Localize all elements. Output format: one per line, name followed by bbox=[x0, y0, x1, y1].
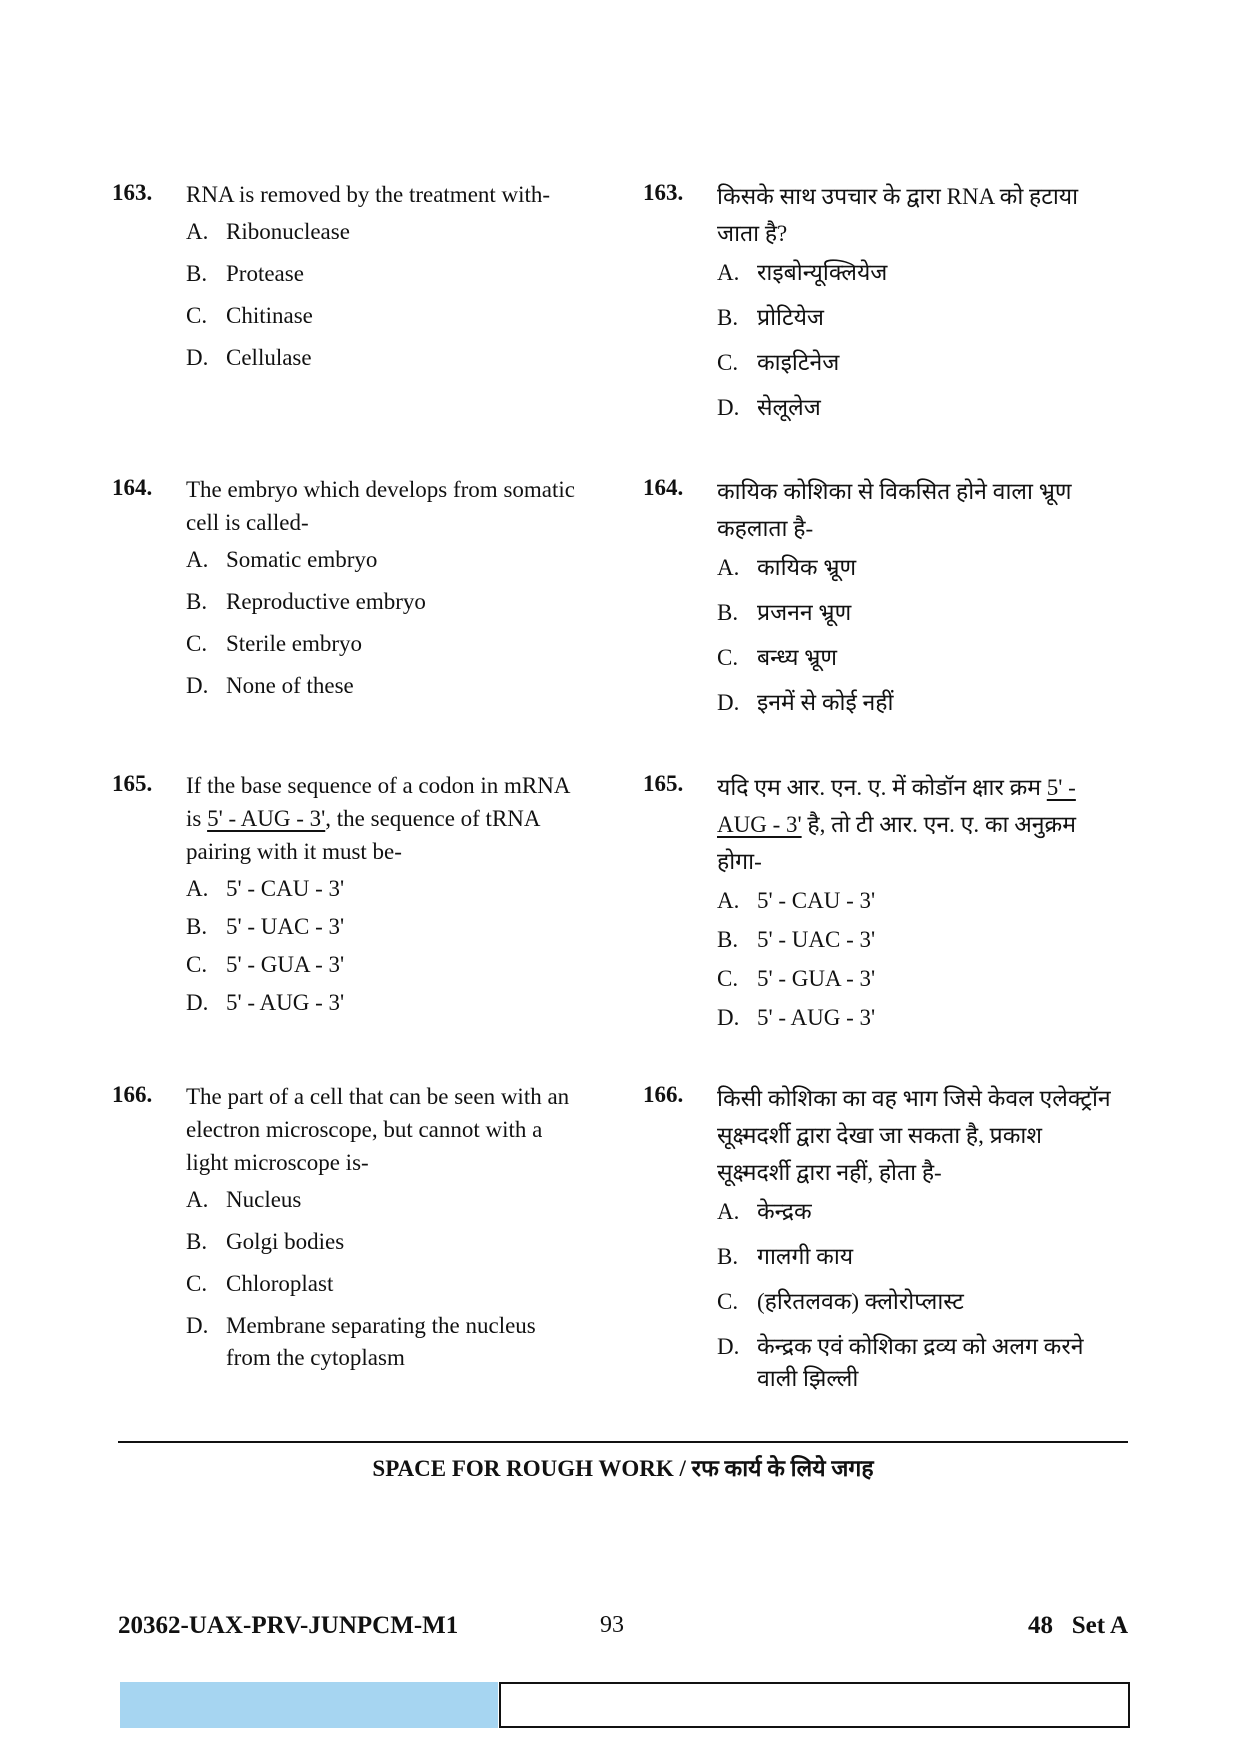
option-c: C. 5' - GUA - 3' bbox=[186, 952, 345, 977]
option-b: B. Golgi bodies bbox=[186, 1229, 345, 1254]
question-text: If the base sequence of a codon in mRNA is 5' - AUG - 3', the sequence of tRNA pairing with it must be- bbox=[186, 773, 570, 864]
question-text: किसी कोशिका का वह भाग जिसे केवल एलेक्ट्रॉन सूक्ष्मदर्शी द्वारा देखा जा सकता है, प्रकाश सूक्ष्मदर्शी द्वारा नहीं, होता है- bbox=[717, 1086, 1111, 1185]
question-number: 164. bbox=[112, 475, 153, 500]
option-a: A. राइबोन्यूक्लियेज bbox=[717, 260, 888, 285]
options-list bbox=[717, 1196, 1113, 1395]
options-list bbox=[717, 552, 1113, 719]
question-text: यदि एम आर. एन. ए. में कोडॉन क्षार क्रम 5' - AUG - 3' है, तो टी आर. एन. ए. का अनुक्रम होगा- bbox=[717, 775, 1076, 874]
options-list bbox=[186, 216, 582, 374]
paper-code: 20362-UAX-PRV-JUNPCM-M1 bbox=[118, 1612, 459, 1639]
option-c: C. काइटिनेज bbox=[717, 350, 840, 375]
option-a: A. 5' - CAU - 3' bbox=[717, 888, 876, 913]
option-d: D. 5' - AUG - 3' bbox=[186, 990, 345, 1015]
question-number: 166. bbox=[643, 1082, 684, 1107]
option-c: C. Chitinase bbox=[186, 303, 313, 328]
question-text: The part of a cell that can be seen with an electron microscope, but cannot with a light microscope is- bbox=[186, 1084, 570, 1175]
codon-sequence: 5' - AUG - 3' bbox=[717, 775, 1076, 837]
question-text: The embryo which develops from somatic cell is called- bbox=[186, 477, 575, 535]
option-d: D. Cellulase bbox=[186, 345, 312, 370]
options-list bbox=[717, 885, 1113, 1034]
question-text: किसके साथ उपचार के द्वारा RNA को हटाया जाता है? bbox=[717, 184, 1079, 246]
question-163-en bbox=[112, 178, 582, 384]
option-d: D. 5' - AUG - 3' bbox=[717, 1005, 876, 1030]
question-166-hi bbox=[643, 1080, 1113, 1408]
option-c: C. Chloroplast bbox=[186, 1271, 334, 1296]
options-list bbox=[717, 257, 1113, 424]
options-list bbox=[186, 544, 582, 702]
set-label: 48 Set A bbox=[1028, 1612, 1128, 1639]
question-number: 166. bbox=[112, 1082, 153, 1107]
question-text: RNA is removed by the treatment with- bbox=[186, 182, 551, 207]
options-list bbox=[186, 1184, 582, 1374]
question-166-en bbox=[112, 1080, 582, 1384]
option-c: C. Sterile embryo bbox=[186, 631, 363, 656]
options-list bbox=[186, 873, 582, 1019]
page-number: 93 bbox=[600, 1612, 624, 1638]
option-c: C. 5' - GUA - 3' bbox=[717, 966, 876, 991]
option-a: A. Nucleus bbox=[186, 1187, 302, 1212]
option-c: C. (हरितलवक) क्लोरोप्लास्ट bbox=[717, 1289, 964, 1314]
footer-color-bar bbox=[120, 1682, 498, 1728]
option-d: D. केन्द्रक एवं कोशिका द्रव्य को अलग करने वाली झिल्ली bbox=[717, 1334, 1084, 1391]
question-number: 163. bbox=[112, 180, 153, 205]
option-b: B. प्रजनन भ्रूण bbox=[717, 600, 852, 625]
question-165-hi bbox=[643, 769, 1113, 1041]
option-a: A. 5' - CAU - 3' bbox=[186, 876, 345, 901]
codon-sequence: 5' - AUG - 3' bbox=[207, 806, 326, 831]
option-b: B. प्रोटियेज bbox=[717, 305, 824, 330]
question-163-hi bbox=[643, 178, 1113, 437]
option-d: D. इनमें से कोई नहीं bbox=[717, 690, 894, 715]
option-a: A. Ribonuclease bbox=[186, 219, 350, 244]
question-164-hi bbox=[643, 473, 1113, 732]
option-b: B. Reproductive embryo bbox=[186, 589, 426, 614]
option-c: C. बन्ध्य भ्रूण bbox=[717, 645, 838, 670]
option-b: B. 5' - UAC - 3' bbox=[717, 927, 876, 952]
option-a: A. केन्द्रक bbox=[717, 1199, 812, 1224]
question-number: 165. bbox=[643, 771, 684, 796]
question-164-en bbox=[112, 473, 582, 712]
footer-empty-box bbox=[499, 1682, 1130, 1728]
question-text: कायिक कोशिका से विकसित होने वाला भ्रूण कहलाता है- bbox=[717, 479, 1072, 541]
option-d: D. None of these bbox=[186, 673, 354, 698]
question-number: 163. bbox=[643, 180, 684, 205]
option-b: B. 5' - UAC - 3' bbox=[186, 914, 345, 939]
option-d: D. Membrane separating the nucleus from the cytoplasm bbox=[186, 1313, 536, 1370]
question-number: 165. bbox=[112, 771, 153, 796]
option-a: A. Somatic embryo bbox=[186, 547, 378, 572]
option-d: D. सेलूलेज bbox=[717, 395, 821, 420]
option-a: A. कायिक भ्रूण bbox=[717, 555, 857, 580]
option-b: B. Protease bbox=[186, 261, 304, 286]
rough-work-divider bbox=[118, 1441, 1128, 1443]
option-b: B. गालगी काय bbox=[717, 1244, 854, 1269]
rough-work-heading: SPACE FOR ROUGH WORK / रफ कार्य के लिये जगह bbox=[372, 1456, 874, 1481]
question-number: 164. bbox=[643, 475, 684, 500]
question-165-en bbox=[112, 769, 582, 1025]
